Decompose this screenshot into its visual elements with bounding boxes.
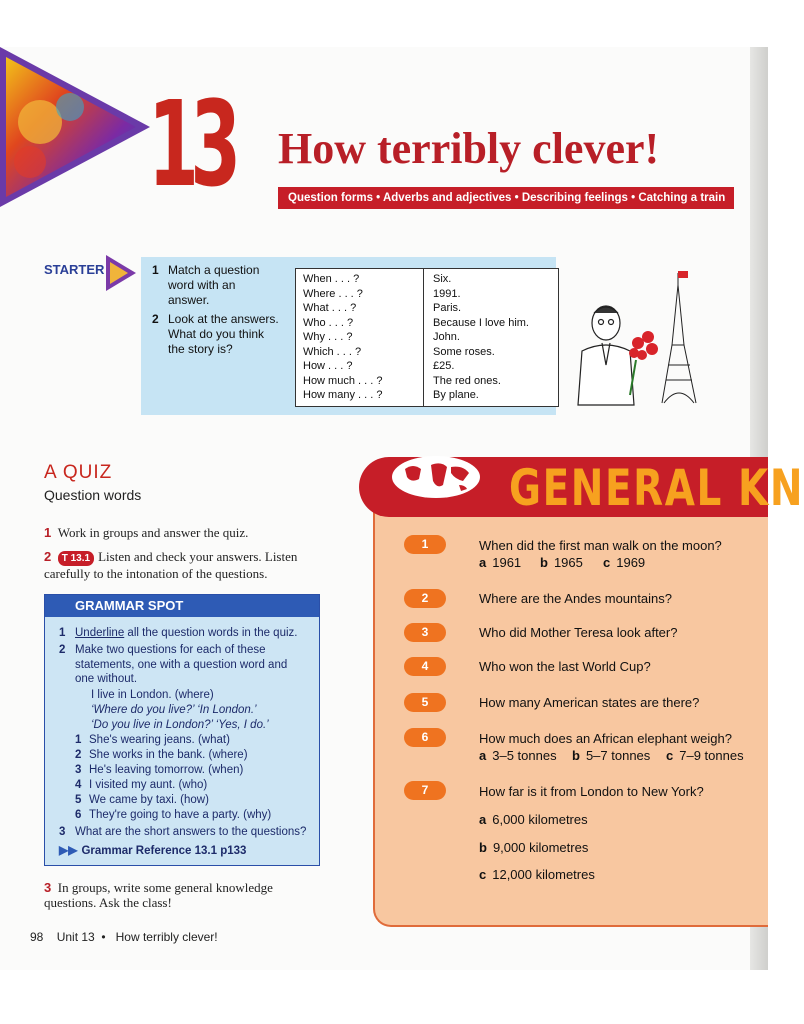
quiz-question-7: How far is it from London to New York? <box>479 784 704 799</box>
quiz-question-1: When did the first man walk on the moon? <box>479 538 722 553</box>
grammar-item-3: 3 What are the short answers to the questions? <box>59 826 307 838</box>
answer-option: c 7–9 tonnes <box>666 748 744 763</box>
quiz-question-2: Where are the Andes mountains? <box>479 591 672 606</box>
textbook-page <box>0 47 804 970</box>
grammar-spot-title: GRAMMAR SPOT <box>45 595 319 617</box>
question-words-column: When . . . ? Where . . . ? What . . . ? Who . . . ? Why . . . ? Which . . . ? How . . . ? How much . . . ? How many . . . ? <box>303 273 383 401</box>
answer-option: a 6,000 kilometres <box>479 812 588 827</box>
grammar-item-1: 1 Underline all the question words in the quiz. <box>59 627 298 639</box>
answer-option: b 5–7 tonnes <box>572 748 651 763</box>
statement-6: 6 They're going to have a party. (why) <box>75 809 272 821</box>
double-arrow-icon: ▶▶ <box>59 843 78 857</box>
starter-instruction-1: 1 Match a question word with an answer. <box>152 263 260 307</box>
page-number: 98 <box>30 930 44 944</box>
quiz-step-3: 3 In groups, write some general knowledge questions. Ask the class! <box>44 880 273 910</box>
answer-option: b 9,000 kilometres <box>479 840 589 855</box>
section-subtitle: Question words <box>44 487 142 503</box>
answer-option: a 1961 <box>479 555 522 570</box>
footer-unit: Unit 13 <box>56 930 95 944</box>
question-number-badge: 4 <box>404 657 446 676</box>
quiz-question-3: Who did Mother Teresa look after? <box>479 625 678 640</box>
starter-label: STARTER <box>44 262 105 277</box>
audio-track-badge[interactable]: T 13.1 <box>58 551 94 566</box>
question-number-badge: 5 <box>404 693 446 712</box>
page-footer: 98 Unit 13 • How terribly clever! <box>30 930 218 944</box>
quiz-step-2: 2 T 13.1 Listen and check your answers. Listen carefully to the intonation of the questions. <box>44 549 298 581</box>
quiz-question-5: How many American states are there? <box>479 695 700 710</box>
unit-banner-graphic <box>0 47 150 207</box>
example-question: ‘Where do you live?’ ‘In London.’ <box>91 704 257 716</box>
question-number-badge: 2 <box>404 589 446 608</box>
section-title: A QUIZ <box>44 462 113 483</box>
question-number-badge: 6 <box>404 728 446 747</box>
statement-4: 4 I visited my aunt. (who) <box>75 779 208 791</box>
quiz-question-6: How much does an African elephant weigh? <box>479 731 732 746</box>
statement-3: 3 He's leaving tomorrow. (when) <box>75 764 244 776</box>
footer-title: How terribly clever! <box>115 930 218 944</box>
question-number-badge: 7 <box>404 781 446 800</box>
question-number-badge: 3 <box>404 623 446 642</box>
world-map-icon <box>391 455 481 499</box>
answer-option: a 3–5 tonnes <box>479 748 557 763</box>
answer-option: b 1965 <box>540 555 583 570</box>
example-yes-no: ‘Do you live in London?’ ‘Yes, I do.’ <box>91 719 269 731</box>
page-title: How terribly clever! <box>278 124 660 173</box>
example-statement: I live in London. (where) <box>91 689 214 701</box>
grammar-reference-link[interactable]: ▶▶ Grammar Reference 13.1 p133 <box>59 843 247 857</box>
man-with-roses-eiffel-tower-illustration <box>568 265 718 410</box>
answer-option: c 12,000 kilometres <box>479 867 595 882</box>
unit-number: 13 <box>148 75 233 213</box>
quiz-header-title: GENERAL KN <box>509 459 804 517</box>
statement-5: 5 We came by taxi. (how) <box>75 794 209 806</box>
question-number-badge: 1 <box>404 535 446 554</box>
matching-table <box>295 268 559 407</box>
quiz-step-1: 1 Work in groups and answer the quiz. <box>44 525 249 540</box>
answer-option: c 1969 <box>603 555 646 570</box>
quiz-question-4: Who won the last World Cup? <box>479 659 651 674</box>
statement-1: 1 She's wearing jeans. (what) <box>75 734 230 746</box>
grammar-spot-box <box>44 594 320 866</box>
answers-column: Six. 1991. Paris. Because I love him. John. Some roses. £25. The red ones. By plane. <box>433 273 529 401</box>
general-knowledge-panel <box>359 449 804 927</box>
grammar-item-2: 2 Make two questions for each of these statements, one with a question word and one without. <box>59 644 288 685</box>
starter-instruction-2: 2 Look at the answers. What do you think the story is? <box>152 312 279 356</box>
starter-arrow-icon <box>104 253 138 293</box>
topics-bar: Question forms • Adverbs and adjectives • Describing feelings • Catching a train <box>278 187 734 209</box>
statement-2: 2 She works in the bank. (where) <box>75 749 248 761</box>
